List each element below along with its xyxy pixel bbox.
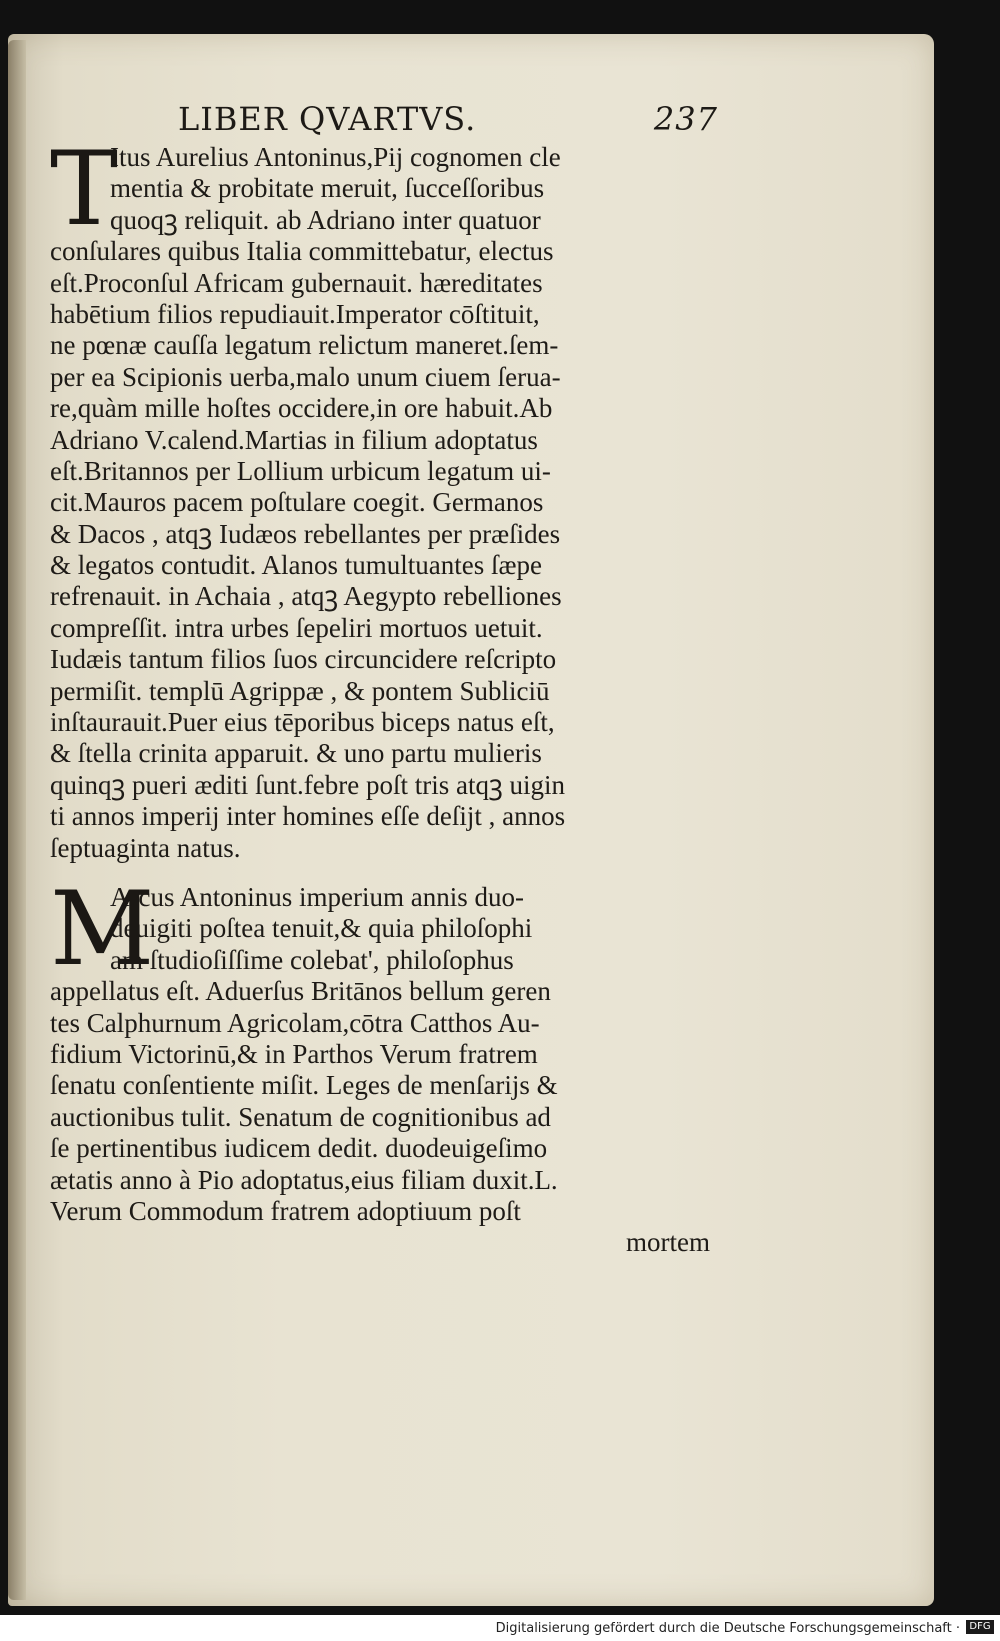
text-line: & Dacos , atqꝫ Iudæos rebellantes per præſides	[50, 518, 561, 549]
text-line: cit.Mauros pacem poſtulare coegit. Germanos	[50, 487, 544, 518]
page-number: 237	[653, 100, 718, 138]
paragraph-lines	[50, 130, 710, 864]
text-line: appellatus eſt. Aduerſus Britānos bellum geren	[50, 976, 551, 1007]
page-gutter	[8, 40, 26, 1600]
text-line: ætatis anno à Pio adoptatus,eius filiam duxit.L.	[50, 1164, 558, 1195]
text-line: tes Calphurnum Agricolam,cōtra Catthos Au-	[50, 1007, 540, 1038]
text-line: ne pœnæ cauſſa legatum relictum maneret.ſem-	[50, 330, 559, 361]
text-line: am ſtudioſiſſime colebat', philoſophus	[110, 944, 514, 975]
running-title: LIBER QVARTVS.	[178, 100, 477, 138]
page-header	[178, 100, 718, 144]
text-line: ſeptuaginta natus.	[50, 832, 241, 863]
text-line: ti annos imperij inter homines eſſe deſijt , annos	[50, 801, 566, 832]
text-line: Adriano V.calend.Martias in filium adoptatus	[50, 424, 538, 455]
text-line: compreſſit. intra urbes ſepeliri mortuos uetuit.	[50, 612, 543, 643]
text-line: habētium filios repudiauit.Imperator cōſtituit,	[50, 298, 540, 329]
text-line: ſenatu conſentiente miſit. Leges de menſarijs &	[50, 1070, 558, 1101]
text-line: auctionibus tulit. Senatum de cognitionibus ad	[50, 1101, 551, 1132]
text-line: & legatos contudit. Alanos tumultuantes ſæpe	[50, 550, 542, 581]
text-line: deuigiti poſtea tenuit,& quia philoſophi	[110, 913, 533, 944]
text-line: Arcus Antoninus imperium annis duo-	[110, 882, 524, 912]
dfg-logo: DFG	[966, 1620, 994, 1634]
text-line: fidium Victorinū,& in Parthos Verum fratrem	[50, 1038, 538, 1069]
drop-cap-initial: T	[50, 130, 119, 249]
text-line: conſulares quibus Italia committebatur, electus	[50, 236, 554, 267]
text-line: eſt.Britannos per Lollium urbicum legatum ui-	[50, 455, 551, 486]
catchword: mortem	[626, 1227, 710, 1258]
text-line: refrenauit. in Achaia , atqꝫ Aegypto rebelliones	[50, 581, 562, 612]
digitization-footer	[0, 1615, 1000, 1641]
text-line: mentia & probitate meruit, ſucceſſoribus	[110, 173, 545, 204]
text-line: re,quàm mille hoſtes occidere,in ore habuit.Ab	[50, 393, 553, 424]
text-line: inſtaurauit.Puer eius tēporibus biceps natus eſt,	[50, 707, 555, 738]
text-line: Iudæis tantum filios ſuos circuncidere reſcripto	[50, 644, 557, 675]
drop-cap-initial: M	[50, 870, 155, 989]
text-line: Itus Aurelius Antoninus,Pij cognomen cle	[110, 142, 561, 172]
text-line: ſe pertinentibus iudicem dedit. duodeuigeſimo	[50, 1133, 548, 1164]
text-line: permiſit. templū Agrippæ , & pontem Subliciū	[50, 675, 550, 706]
text-line: quinqꝫ pueri æditi ſunt.febre poſt tris atqꝫ uigin	[50, 769, 566, 800]
text-line: eſt.Proconſul Africam gubernauit. hæreditates	[50, 267, 543, 298]
paragraph-antoninus-pius	[50, 130, 710, 864]
text-line: & ſtella crinita apparuit. & uno partu mulieris	[50, 738, 542, 769]
text-line: per ea Scipionis uerba,malo unum ciuem ſerua-	[50, 361, 561, 392]
paragraph-marcus-antoninus	[50, 870, 710, 1259]
text-line: Verum Commodum fratrem adoptiuum poſt	[50, 1195, 521, 1226]
text-line: quoqꝫ reliquit. ab Adriano inter quatuor	[110, 204, 541, 235]
funding-credit: Digitalisierung gefördert durch die Deutsche Forschungsgemeinschaft ·	[495, 1621, 960, 1636]
